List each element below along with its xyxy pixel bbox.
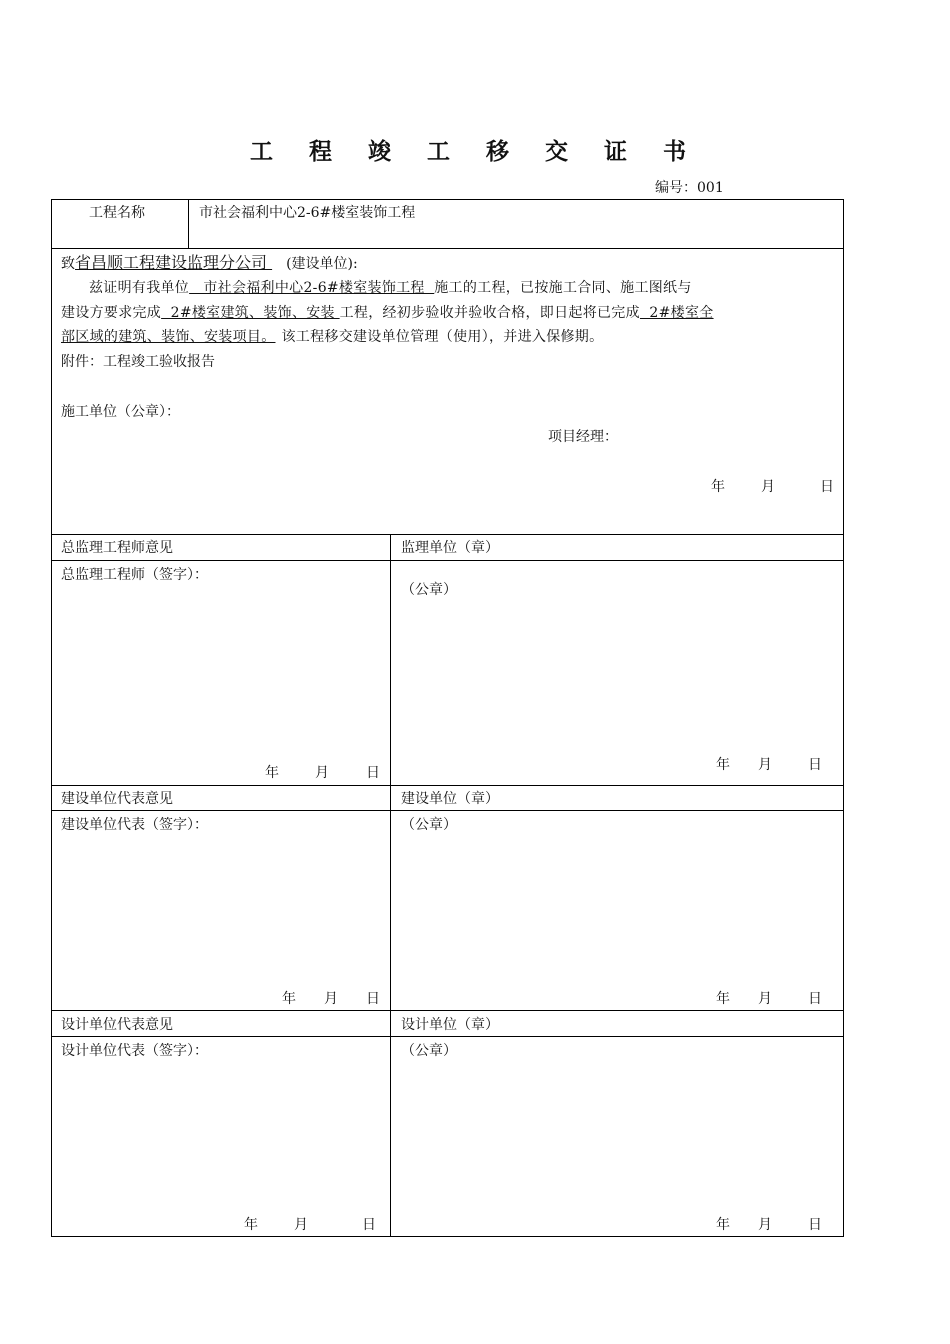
table-divider bbox=[51, 1010, 844, 1011]
letter-month: 月 bbox=[761, 479, 775, 495]
document-number: 编号：001 bbox=[655, 180, 724, 196]
letter-line-1 bbox=[89, 278, 692, 298]
table-divider bbox=[51, 248, 844, 249]
project-manager-label: 项目经理： bbox=[548, 429, 618, 445]
table-divider bbox=[51, 560, 844, 561]
table-divider-vertical bbox=[390, 534, 391, 1237]
table-border-left bbox=[51, 199, 52, 1237]
letter-recipient-line bbox=[61, 253, 358, 274]
supervisor-sign-label: 总监理工程师（签字）： bbox=[61, 567, 208, 583]
owner-day: 日 bbox=[366, 991, 380, 1007]
to-prefix: 致 bbox=[61, 256, 75, 272]
supervisor-year: 年 bbox=[265, 765, 279, 781]
recipient-name: 省昌顺工程建设监理分公司 bbox=[75, 253, 273, 272]
letter-year: 年 bbox=[711, 479, 725, 495]
owner-unit-month: 月 bbox=[758, 991, 772, 1007]
l2-scope: 2#楼室建筑、装饰、安装 bbox=[161, 305, 340, 321]
supervisor-opinion-header: 总监理工程师意见 bbox=[61, 540, 173, 556]
l2-text-2: 工程，经初步验收并验收合格，即日起将已完成 bbox=[339, 305, 640, 321]
design-opinion-header: 设计单位代表意见 bbox=[61, 1017, 173, 1033]
l1-text: 兹证明有我单位 bbox=[89, 280, 190, 296]
l1-text-2: 施工的工程，已按施工合同、施工图纸与 bbox=[434, 280, 692, 296]
design-seal-label: （公章） bbox=[401, 1043, 457, 1059]
design-unit-day: 日 bbox=[808, 1217, 822, 1233]
table-divider-name bbox=[188, 199, 189, 248]
owner-year: 年 bbox=[282, 991, 296, 1007]
owner-unit-day: 日 bbox=[808, 991, 822, 1007]
document-title: 工 程 竣 工 移 交 证 书 bbox=[249, 138, 701, 165]
supervisor-unit-day: 日 bbox=[808, 757, 822, 773]
owner-month: 月 bbox=[324, 991, 338, 1007]
owner-opinion-header: 建设单位代表意见 bbox=[61, 791, 173, 807]
supervisor-month: 月 bbox=[315, 765, 329, 781]
project-name-label: 工程名称 bbox=[89, 205, 145, 221]
supervisor-unit-header: 监理单位（章） bbox=[401, 540, 499, 556]
table-border-bottom bbox=[51, 1236, 844, 1237]
design-month: 月 bbox=[294, 1217, 308, 1233]
contractor-seal-label: 施工单位（公章）： bbox=[61, 404, 180, 420]
design-unit-header: 设计单位（章） bbox=[401, 1017, 499, 1033]
table-divider bbox=[51, 534, 844, 535]
design-unit-year: 年 bbox=[716, 1217, 730, 1233]
design-unit-month: 月 bbox=[758, 1217, 772, 1233]
l2-scope-2: 2#楼室全 bbox=[639, 305, 714, 321]
l3-text: 该工程移交建设单位管理（使用），并进入保修期。 bbox=[281, 329, 604, 345]
attachment-note: 附件：工程竣工验收报告 bbox=[61, 354, 215, 370]
table-divider bbox=[51, 785, 844, 786]
letter-line-3 bbox=[61, 327, 603, 347]
owner-unit-header: 建设单位（章） bbox=[401, 791, 499, 807]
letter-line-2 bbox=[61, 303, 714, 323]
table-divider bbox=[51, 810, 844, 811]
owner-sign-label: 建设单位代表（签字）： bbox=[61, 817, 208, 833]
supervisor-unit-year: 年 bbox=[716, 757, 730, 773]
l2-text: 建设方要求完成 bbox=[61, 305, 162, 321]
table-divider bbox=[51, 1036, 844, 1037]
l1-project: 市社会福利中心2-6#楼室装饰工程 bbox=[189, 280, 435, 296]
supervisor-seal-label: （公章） bbox=[401, 582, 457, 598]
l3-scope: 部区域的建筑、装饰、安装项目。 bbox=[61, 329, 276, 345]
design-sign-label: 设计单位代表（签字）： bbox=[61, 1043, 208, 1059]
supervisor-day: 日 bbox=[366, 765, 380, 781]
table-border-top bbox=[51, 199, 844, 200]
letter-day: 日 bbox=[820, 479, 834, 495]
recipient-suffix: (建设单位): bbox=[286, 256, 358, 272]
supervisor-unit-month: 月 bbox=[758, 757, 772, 773]
owner-unit-year: 年 bbox=[716, 991, 730, 1007]
design-year: 年 bbox=[244, 1217, 258, 1233]
owner-seal-label: （公章） bbox=[401, 817, 457, 833]
design-day: 日 bbox=[362, 1217, 376, 1233]
project-name-value: 市社会福利中心2-6#楼室装饰工程 bbox=[199, 205, 416, 221]
table-border-right bbox=[843, 199, 844, 1237]
